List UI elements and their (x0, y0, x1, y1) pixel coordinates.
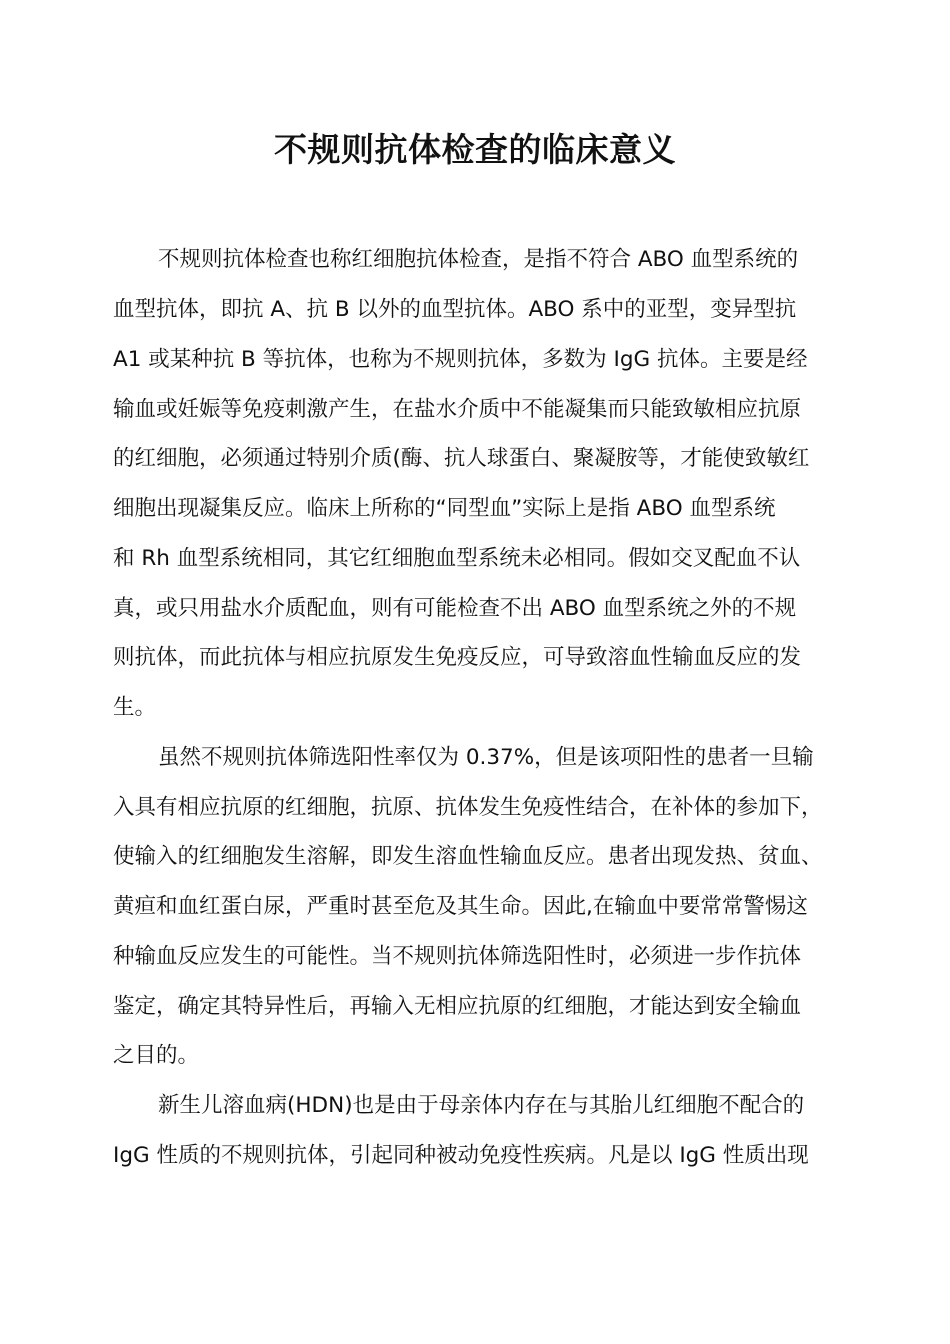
paragraph-line: 则抗体，而此抗体与相应抗原发生免疫反应，可导致溶血性输血反应的发 (113, 645, 802, 670)
paragraph-line: 不规则抗体检查也称红细胞抗体检查，是指不符合 ABO 血型系统的 (158, 247, 799, 272)
paragraph-line: 之目的。 (113, 1043, 200, 1068)
paragraph-line: A1 或某种抗 B 等抗体，也称为不规则抗体，多数为 IgG 抗体。主要是经 (113, 347, 808, 372)
paragraph-line: IgG 性质的不规则抗体，引起同种被动免疫性疾病。凡是以 IgG 性质出现 (113, 1143, 809, 1168)
paragraph-line: 新生儿溶血病(HDN)也是由于母亲体内存在与其胎儿红细胞不配合的 (158, 1093, 805, 1118)
paragraph-line: 真，或只用盐水介质配血，则有可能检查不出 ABO 血型系统之外的不规 (113, 596, 797, 621)
paragraph-line: 入具有相应抗原的红细胞，抗原、抗体发生免疫性结合，在补体的参加下， (113, 795, 823, 820)
paragraph-line: 细胞出现凝集反应。临床上所称的“同型血”实际上是指 ABO 血型系统 (113, 496, 776, 521)
paragraph-line: 鉴定，确定其特异性后，再输入无相应抗原的红细胞，才能达到安全输血 (113, 994, 802, 1019)
paragraph-line: 血型抗体，即抗 A、抗 B 以外的血型抗体。ABO 系中的亚型，变异型抗 (113, 297, 797, 322)
paragraph-line: 生。 (113, 695, 157, 720)
paragraph-line: 输血或妊娠等免疫刺激产生，在盐水介质中不能凝集而只能致敏相应抗原 (113, 397, 802, 422)
paragraph-line: 种输血反应发生的可能性。当不规则抗体筛选阳性时，必须进一步作抗体 (113, 944, 802, 969)
page-title: 不规则抗体检查的临床意义 (274, 130, 676, 169)
paragraph-line: 虽然不规则抗体筛选阳性率仅为 0.37%，但是该项阳性的患者一旦输 (158, 745, 814, 770)
paragraph-line: 的红细胞，必须通过特别介质(酶、抗人球蛋白、聚凝胺等，才能使致敏红 (113, 446, 810, 471)
paragraph-line: 和 Rh 血型系统相同，其它红细胞血型系统未必相同。假如交叉配血不认 (113, 546, 801, 571)
paragraph-line: 黄疸和血红蛋白尿，严重时甚至危及其生命。因此,在输血中要常常警惕这 (113, 894, 808, 919)
paragraph-line: 使输入的红细胞发生溶解，即发生溶血性输血反应。患者出现发热、贫血、 (113, 844, 823, 869)
